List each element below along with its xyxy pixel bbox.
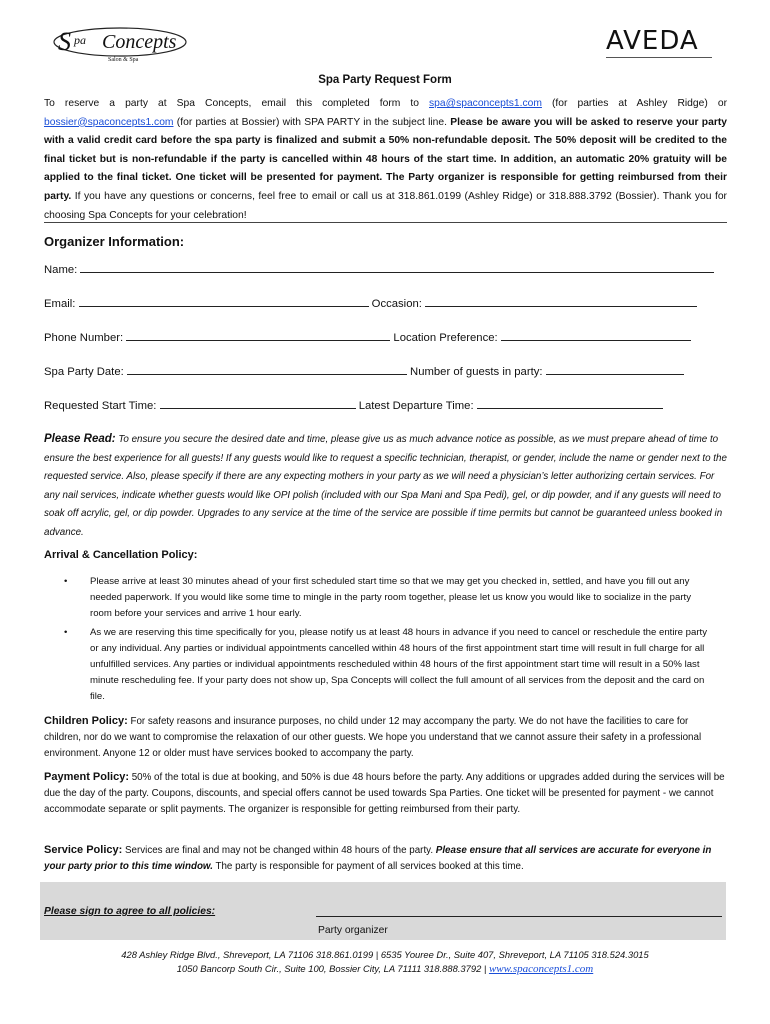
please-read-paragraph xyxy=(44,430,727,543)
list-item xyxy=(64,625,714,704)
intro-text-3: (for parties at Bossier) with SPA PARTY in the subject line. xyxy=(173,116,451,128)
cancellation-bullet-text: As we are reserving this time specifically for you, please notify us at least 48 hours in advance if you need to cancel or reschedule the entire party or any individual. Any parties or individual appointments cancelled within 48 hours of the first appointment start time will result in full charge for all unfulfilled services. Any parties or individual appointments rescheduled within 48 hours of the first appointment start time will result in a 50% last minute rescheduling fee. If your party does not show up, Spa Concepts will collect the full amount of all services from the deposit and the card on file. xyxy=(90,627,707,702)
arrival-bullet-text: Please arrive at least 30 minutes ahead of your first scheduled start time so that we may get you checked in, settled, and have you fill out any needed paperwork. If you would like some time to mingle in the party room together, please let us know you would like to socialize in the party room before your services and arrive 1 hour early. xyxy=(90,576,691,619)
occasion-label: Occasion: xyxy=(371,298,422,310)
location-label: Location Preference: xyxy=(393,332,498,344)
footer-line-2 xyxy=(0,962,770,976)
signature-field[interactable] xyxy=(316,906,722,917)
intro-bold-notice: Please be aware you will be asked to reserve your party with a valid credit card before the spa party is finalized and submit a 50% non-refundable deposit. The 50% deposit will be credited to the final ticket but is non-refundable if the party is cancelled within 48 hours of the start time. In addition, an automatic 20% gratuity will be applied to the final ticket. One ticket will be presented for payment. The Party organizer is responsible for getting reimbursed from their party. xyxy=(44,116,727,202)
arrival-bullets xyxy=(64,574,714,708)
service-policy-text-1: Services are final and may not be changed within 48 hours of the party. xyxy=(122,845,436,856)
list-item xyxy=(64,574,714,621)
guests-field[interactable] xyxy=(546,364,684,375)
svg-text:Salon & Spa: Salon & Spa xyxy=(108,57,139,63)
payment-policy xyxy=(44,769,727,818)
email-label: Email: xyxy=(44,298,76,310)
intro-text-1: To reserve a party at Spa Concepts, email this completed form to xyxy=(44,98,430,109)
spa-concepts-logo xyxy=(50,22,190,64)
date-field[interactable] xyxy=(127,364,407,375)
footer-line-1: 428 Ashley Ridge Blvd., Shreveport, LA 71106 318.861.0199 | 6535 Youree Dr., Suite 407, Shreveport, LA 71105 318.524.3015 xyxy=(121,949,649,960)
footer xyxy=(0,948,770,976)
service-policy-text-2: The party is responsible for payment of all services booked at this time. xyxy=(212,861,524,872)
intro-text-2: (for parties at Ashley Ridge) or xyxy=(541,98,727,109)
email-field[interactable] xyxy=(79,296,369,307)
email-occasion-row xyxy=(44,296,697,310)
organizer-heading: Organizer Information: xyxy=(44,234,185,249)
location-field[interactable] xyxy=(501,330,691,341)
please-read-lead: Please Read: xyxy=(44,433,116,445)
date-guests-row xyxy=(44,364,684,378)
start-time-label: Requested Start Time: xyxy=(44,400,157,412)
phone-location-row xyxy=(44,330,691,344)
time-row xyxy=(44,398,663,412)
service-policy-bold: Please ensure that all services are accurate for everyone in your party prior to this time window. xyxy=(44,845,712,872)
aveda-wordmark: AVEDA xyxy=(606,26,699,56)
divider xyxy=(44,222,727,223)
payment-policy-label: Payment Policy: xyxy=(44,771,129,783)
intro-paragraph xyxy=(44,95,727,225)
svg-text:S: S xyxy=(58,27,71,56)
departure-field[interactable] xyxy=(477,398,663,409)
children-policy-text: For safety reasons and insurance purposes, no child under 12 may accompany the party. We do not have the facilities to care for children, nor do we want to compromise the relaxation of our other guests. We hope you understand that we cannot assure their safety in a professional environment. Anyone 12 or older must have services booked to accompany the party. xyxy=(44,716,702,759)
children-policy xyxy=(44,713,727,762)
phone-label: Phone Number: xyxy=(44,332,124,344)
start-time-field[interactable] xyxy=(160,398,356,409)
form-title: Spa Party Request Form xyxy=(318,74,452,86)
svg-text:pa: pa xyxy=(74,33,86,47)
please-read-text: To ensure you secure the desired date and time, please give us as much advance notice as possible, as we must prepare ahead of time to ensure the best experience for all guests! If any guests would like to request a specific technician, therapist, or gender, include the name or gender next to the requested service. Also, please specify if there are any expecting mothers in your party as we will need a physician’s letter authorizing certain services. For any nail services, indicate whether guests would like OPI polish (included with our Spa Mani and Spa Pedi), gel, or dip powder, and if any guests will need to soak off acrylic, gel, or dip powder. Upgrades to any service at the time of the service are possible if time permits but cannot be guaranteed unless booked in advance. xyxy=(44,434,727,538)
website-link[interactable]: www.spaconcepts1.com xyxy=(488,963,594,975)
children-policy-label: Children Policy: xyxy=(44,715,128,727)
intro-text-4: If you have any questions or concerns, feel free to email or call us at 318.861.0199 (Ashley Ridge) or 318.888.3792 (Bossier). Thank you for choosing Spa Concepts for your celebration! xyxy=(44,190,727,221)
service-policy xyxy=(44,842,727,875)
footer-address-2: 1050 Bancorp South Cir., Suite 100, Bossier City, LA 71111 318.888.3792 | xyxy=(176,963,489,974)
arrival-heading: Arrival & Cancellation Policy: xyxy=(44,549,198,561)
occasion-field[interactable] xyxy=(425,296,697,307)
bullet-icon: • xyxy=(64,576,68,587)
spa-email-link[interactable]: spa@spaconcepts1.com xyxy=(429,98,542,109)
name-field[interactable] xyxy=(80,262,714,273)
payment-policy-text: 50% of the total is due at booking, and 50% is due 48 hours before the party. Any additions or upgrades added during the services will be due the day of the party. Coupons, discounts, and special offers cannot be used towards Spa Parties. One ticket will be presented for payment - we cannot accommodate separate or split payments. The organizer is responsible for getting reimbursed from their party. xyxy=(44,772,725,815)
svg-text:Concepts: Concepts xyxy=(102,31,177,53)
service-policy-label: Service Policy: xyxy=(44,844,123,856)
bossier-email-link[interactable]: bossier@spaconcepts1.com xyxy=(44,116,174,128)
name-row xyxy=(44,262,714,276)
signature-label: Please sign to agree to all policies: xyxy=(44,906,216,917)
name-label: Name: xyxy=(44,264,78,276)
aveda-logo xyxy=(606,26,716,58)
spa-concepts-logo-mark xyxy=(50,22,190,64)
date-label: Spa Party Date: xyxy=(44,366,124,378)
guests-label: Number of guests in party: xyxy=(410,366,543,378)
bullet-icon: • xyxy=(64,627,68,639)
aveda-underline xyxy=(606,57,712,58)
signature-caption: Party organizer xyxy=(318,925,388,936)
phone-field[interactable] xyxy=(126,330,390,341)
departure-label: Latest Departure Time: xyxy=(358,400,474,412)
